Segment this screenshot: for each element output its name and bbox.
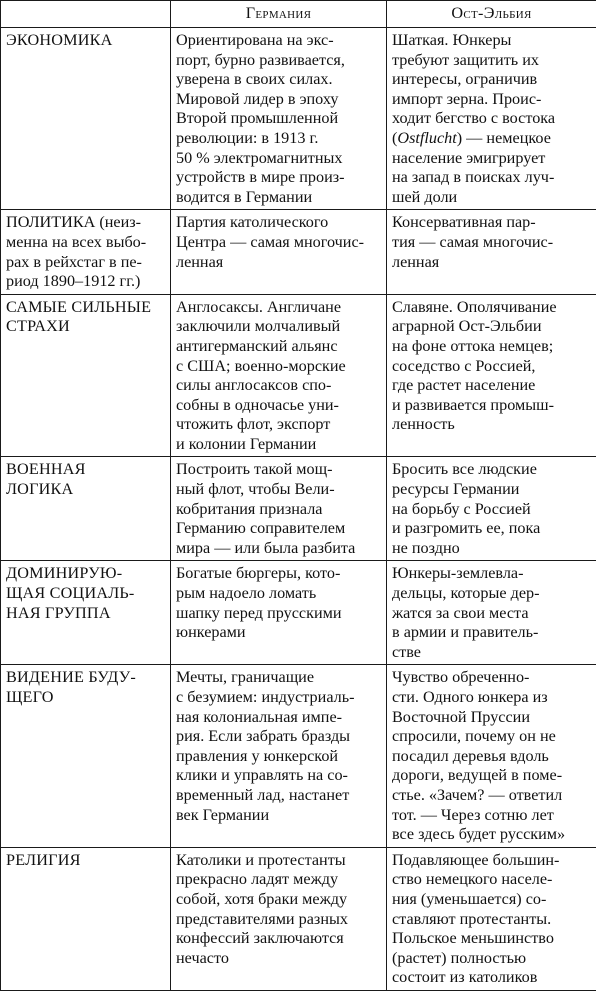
cell-line: шапку перед прусскими (176, 604, 381, 624)
cell-line: юнкерами (176, 623, 381, 643)
cell-line: дороги, ведущей в поме- (392, 766, 591, 786)
table-row-fears (1, 294, 596, 457)
row-category (1, 561, 171, 665)
category-line: ПОЛИТИКА (неиз- (6, 213, 165, 233)
category-line: ДОМИНИРУЮ- (6, 564, 165, 584)
cell-line: импорт зерна. Проис- (392, 90, 591, 110)
cell-line: дельцы, которые дер- (392, 584, 591, 604)
ostelbia-cell (387, 28, 596, 210)
row-category (1, 665, 171, 847)
cell-line: и колонии Германии (176, 435, 381, 455)
cell-line: временный лад, настанет (176, 786, 381, 806)
cell-line: Подавляющее большин- (392, 851, 591, 871)
row-category (1, 28, 171, 210)
category-line: РЕЛИГИЯ (6, 851, 165, 871)
category-line: менна на всех выбо- (6, 233, 165, 253)
cell-line: ставляют протестанты. (392, 910, 591, 930)
cell-line: Восточной Пруссии (392, 708, 591, 728)
germany-cell (171, 457, 387, 561)
cell-line: и разгромить ее, пока (392, 519, 591, 539)
cell-line: все здесь будет русским» (392, 825, 591, 845)
ostelbia-cell (387, 294, 596, 457)
category-line: рах в рейхстаг в пе- (6, 253, 165, 273)
cell-line: и развивается промыш- (392, 396, 591, 416)
cell-line: Чувство обреченно- (392, 668, 591, 688)
cell-line: на фоне оттока немцев; (392, 337, 591, 357)
cell-line: Ориентирована на экс- (176, 31, 381, 51)
table-row-social-group (1, 561, 596, 665)
ostelbia-cell (387, 457, 596, 561)
cell-line: ленная (176, 253, 381, 273)
cell-line: Второй промышленной (176, 109, 381, 129)
table-row-politics (1, 210, 596, 294)
category-line: ЛОГИКА (6, 480, 165, 500)
germany-cell (171, 210, 387, 294)
germany-cell (171, 294, 387, 457)
cell-line: интересы, ограничив (392, 70, 591, 90)
ostelbia-cell (387, 665, 596, 847)
category-line: СТРАХИ (6, 317, 165, 337)
row-category (1, 457, 171, 561)
header-empty-cell (1, 1, 171, 28)
category-line: ЭКОНОМИКА (6, 31, 165, 51)
category-line: САМЫЕ СИЛЬНЫЕ (6, 298, 165, 318)
table-header-row (1, 1, 596, 28)
cell-line: ния (уменьшается) со- (392, 890, 591, 910)
cell-line-mixed (392, 129, 591, 149)
cell-line: население эмигрирует (392, 149, 591, 169)
cell-line: Католики и протестанты (176, 851, 381, 871)
table-row-vision (1, 665, 596, 847)
cell-line: требуют защитить их (392, 51, 591, 71)
cell-line: Польское меньшинство (392, 929, 591, 949)
cell-line: Мировой лидер в эпоху (176, 90, 381, 110)
header-ostelbia: Ост-Эльбия (387, 1, 596, 28)
cell-line: конфессий заключаются (176, 929, 381, 949)
cell-line: устройств в мире произ- (176, 168, 381, 188)
table-row-military (1, 457, 596, 561)
paren-close-text: ) — немецкое (457, 129, 551, 147)
cell-line: спросили, почему он не (392, 727, 591, 747)
category-line: ЩЕГО (6, 688, 165, 708)
cell-line: ленная (392, 253, 591, 273)
cell-line: собой, хотя браки между (176, 890, 381, 910)
cell-line: правления у юнкерской (176, 747, 381, 767)
cell-line: представителями разных (176, 910, 381, 930)
cell-line: на борьбу с Россией (392, 500, 591, 520)
germany-cell (171, 665, 387, 847)
cell-line: где растет население (392, 376, 591, 396)
cell-line: (растет) полностью (392, 949, 591, 969)
cell-line: ство немецкого населе- (392, 870, 591, 890)
cell-line: ходит бегство с востока (392, 109, 591, 129)
cell-line: кобритания признала (176, 500, 381, 520)
cell-line: соседство с Россией, (392, 357, 591, 377)
cell-line: клики и управлять на со- (176, 766, 381, 786)
cell-line: 50 % электромагнитных (176, 149, 381, 169)
cell-line: сти. Одного юнкера из (392, 688, 591, 708)
cell-line: Партия католического (176, 213, 381, 233)
cell-line: ная колониальная импе- (176, 708, 381, 728)
cell-line: на запад в поисках луч- (392, 168, 591, 188)
cell-line: Центра — самая многочис- (176, 233, 381, 253)
cell-line: аграрной Ост-Эльбии (392, 317, 591, 337)
cell-line: век Германии (176, 806, 381, 826)
ostelbia-cell (387, 847, 596, 990)
cell-line: стье. «Зачем? — ответил (392, 786, 591, 806)
cell-line: прекрасно ладят между (176, 870, 381, 890)
cell-line: антигерманский альянс (176, 337, 381, 357)
ostflucht-term: Ostflucht (397, 129, 456, 147)
cell-line: шей доли (392, 188, 591, 208)
cell-line: стве (392, 643, 591, 663)
cell-line: водится в Германии (176, 188, 381, 208)
cell-line: состоит из католиков (392, 968, 591, 988)
germany-cell (171, 561, 387, 665)
cell-line: тия — самая многочис- (392, 233, 591, 253)
cell-line: жатся за свои места (392, 604, 591, 624)
cell-line: не поздно (392, 539, 591, 559)
cell-line: Построить такой мощ- (176, 460, 381, 480)
category-line: риод 1890–1912 гг.) (6, 272, 165, 292)
cell-line: Богатые бюргеры, кото- (176, 564, 381, 584)
ostelbia-cell (387, 561, 596, 665)
cell-line: Мечты, граничащие (176, 668, 381, 688)
cell-line: Германию соправителем (176, 519, 381, 539)
cell-line: ный флот, чтобы Вели- (176, 480, 381, 500)
row-category (1, 210, 171, 294)
header-germany: Германия (171, 1, 387, 28)
cell-line: в армии и правитель- (392, 623, 591, 643)
cell-line: порт, бурно развивается, (176, 51, 381, 71)
cell-line: Славяне. Ополячивание (392, 298, 591, 318)
cell-line: уверена в своих силах. (176, 70, 381, 90)
cell-line: Юнкеры-землевла- (392, 564, 591, 584)
germany-cell (171, 28, 387, 210)
cell-line: с США; военно-морские (176, 357, 381, 377)
cell-line: тот. — Через сотню лет (392, 806, 591, 826)
cell-line: силы англосаксов спо- (176, 376, 381, 396)
cell-line: нечасто (176, 949, 381, 969)
cell-line: заключили молчаливый (176, 317, 381, 337)
cell-line: Консервативная пар- (392, 213, 591, 233)
category-line: НАЯ ГРУППА (6, 604, 165, 624)
cell-line: Бросить все людские (392, 460, 591, 480)
cell-line: ленность (392, 415, 591, 435)
cell-line: рия. Если забрать бразды (176, 727, 381, 747)
cell-line: чтожить флот, экспорт (176, 415, 381, 435)
cell-line: ресурсы Германии (392, 480, 591, 500)
cell-line: с безумием: индустриаль- (176, 688, 381, 708)
ostelbia-cell (387, 210, 596, 294)
table-row-economy (1, 28, 596, 210)
cell-line: Шаткая. Юнкеры (392, 31, 591, 51)
category-line: ЩАЯ СОЦИАЛЬ- (6, 584, 165, 604)
cell-line: Англосаксы. Англичане (176, 298, 381, 318)
germany-cell (171, 847, 387, 990)
cell-line: мира — или была разбита (176, 539, 381, 559)
cell-line: революции: в 1913 г. (176, 129, 381, 149)
table-row-religion (1, 847, 596, 990)
category-line: ВИДЕНИЕ БУДУ- (6, 668, 165, 688)
cell-line: собны в одночасье уни- (176, 396, 381, 416)
cell-line: посадил деревья вдоль (392, 747, 591, 767)
paren-open: ( (392, 129, 397, 147)
row-category (1, 847, 171, 990)
cell-line: рым надоело ломать (176, 584, 381, 604)
category-line: ВОЕННАЯ (6, 460, 165, 480)
row-category (1, 294, 171, 457)
